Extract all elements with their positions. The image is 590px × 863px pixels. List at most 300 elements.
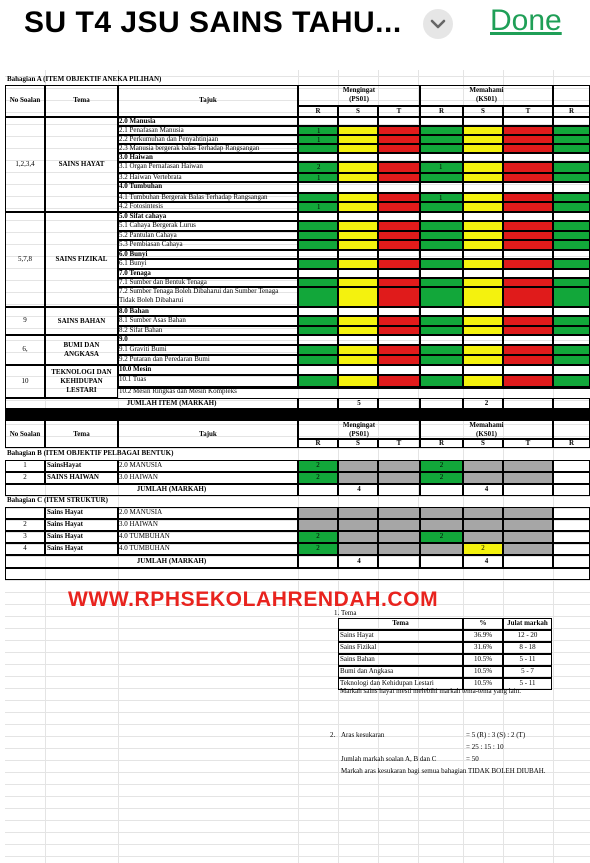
score-cell-r[interactable] [298,144,338,153]
score-cell-r[interactable] [553,287,590,307]
score-cell-t[interactable] [503,126,553,135]
score-cell[interactable] [503,507,553,519]
score-cell[interactable] [503,519,553,531]
score-cell-empty[interactable] [298,153,338,162]
score-cell-empty[interactable] [553,269,590,278]
score-cell-r[interactable] [298,221,338,231]
score-cell[interactable] [503,472,553,484]
score-cell-empty[interactable] [298,182,338,193]
score-cell-t[interactable] [503,202,553,212]
blank-row[interactable] [5,568,590,580]
jumlah-cell[interactable] [553,484,590,496]
score-cell-empty[interactable] [503,335,553,345]
score-cell-t[interactable] [378,287,420,307]
score-cell-t[interactable] [503,345,553,355]
score-cell-r[interactable] [420,259,463,269]
score-cell-empty[interactable] [338,182,378,193]
score-cell-empty[interactable] [420,117,463,126]
score-cell-t[interactable] [503,221,553,231]
score-cell-s[interactable] [338,316,378,326]
score-cell[interactable] [420,543,463,555]
score-cell-s[interactable] [338,326,378,335]
score-cell-empty[interactable] [463,212,503,221]
score-cell[interactable] [420,507,463,519]
score-cell-empty[interactable] [420,307,463,316]
score-cell-empty[interactable] [503,182,553,193]
score-cell[interactable] [463,519,503,531]
score-cell-s[interactable] [338,221,378,231]
score-cell-empty[interactable] [338,307,378,316]
score-cell-r[interactable] [420,345,463,355]
score-cell-s[interactable] [338,240,378,250]
score-cell-s[interactable] [463,345,503,355]
score-cell-r[interactable] [298,326,338,335]
score-cell-s[interactable] [463,316,503,326]
score-cell-t[interactable] [503,326,553,335]
score-cell[interactable] [553,543,590,555]
score-cell-empty[interactable] [378,365,420,375]
score-cell-t[interactable] [378,259,420,269]
score-cell-t[interactable] [378,126,420,135]
score-cell[interactable] [338,507,378,519]
score-cell-s[interactable] [463,126,503,135]
score-cell-r[interactable] [420,173,463,182]
score-cell[interactable] [553,472,590,484]
score-cell-empty[interactable] [553,307,590,316]
score-cell[interactable]: 2 [298,531,338,543]
score-cell[interactable] [338,472,378,484]
score-cell-r[interactable] [420,126,463,135]
score-cell-s[interactable] [338,259,378,269]
col-header-tema-label: Tema [73,96,90,104]
score-cell-empty[interactable] [378,117,420,126]
score-cell-empty[interactable] [553,250,590,259]
score-cell-empty[interactable] [298,212,338,221]
score-cell-r[interactable] [420,221,463,231]
score-cell[interactable]: 2 [298,472,338,484]
score-cell[interactable]: 2 [420,472,463,484]
score-cell-empty[interactable] [503,307,553,316]
col-header-tajuk-label: Tajuk [199,430,217,438]
score-cell-r[interactable]: 1 [298,126,338,135]
score-cell-s[interactable] [338,345,378,355]
topic-heading: 5.0 Sifat cahaya [119,212,167,220]
score-cell-empty[interactable] [420,182,463,193]
score-cell-s[interactable] [338,162,378,173]
score-cell-r[interactable] [553,316,590,326]
score-cell-empty[interactable] [338,269,378,278]
tema-value: BUMI DAN [63,341,100,349]
score-cell-empty[interactable] [378,153,420,162]
score-cell-t[interactable] [378,193,420,202]
score-cell-r[interactable] [553,135,590,144]
score-cell[interactable] [338,460,378,472]
score-cell-t[interactable] [503,375,553,387]
score-cell-empty[interactable] [298,335,338,345]
watermark: WWW.RPHSEKOLAHRENDAH.COM [68,588,439,611]
score-cell-t[interactable] [378,345,420,355]
score-cell-empty[interactable] [503,153,553,162]
score-cell-r[interactable] [420,231,463,240]
score-cell-empty[interactable] [420,250,463,259]
score-cell-t[interactable] [503,259,553,269]
score-cell-s[interactable] [463,387,503,389]
score-cell-r[interactable] [553,193,590,202]
no-soalan-cell[interactable] [5,507,45,519]
score-cell-r[interactable]: 1 [298,173,338,182]
score-cell-r[interactable] [420,387,463,389]
score-cell-empty[interactable] [420,153,463,162]
jumlah-cell[interactable] [553,555,590,568]
score-cell-empty[interactable] [503,269,553,278]
score-cell-t[interactable] [378,387,420,389]
sub-header-t: T [396,439,402,447]
score-cell-t[interactable] [378,162,420,173]
score-cell-r[interactable] [420,135,463,144]
score-cell-r[interactable] [420,240,463,250]
score-cell-t[interactable] [503,193,553,202]
score-cell-s[interactable] [338,355,378,365]
done-button[interactable]: Done [490,4,562,37]
score-cell-r[interactable] [553,144,590,153]
score-cell-empty[interactable] [378,182,420,193]
score-cell-r[interactable] [553,221,590,231]
score-cell-r[interactable] [298,193,338,202]
top-bar [0,0,590,64]
score-cell-t[interactable] [378,144,420,153]
sub-header-t: T [525,439,531,447]
score-cell-t[interactable] [378,202,420,212]
col-header-extra[interactable] [553,85,590,106]
score-cell-t[interactable] [378,316,420,326]
score-cell-t[interactable] [503,278,553,287]
score-cell-s[interactable] [338,231,378,240]
score-cell-t[interactable] [378,231,420,240]
score-cell-empty[interactable] [503,212,553,221]
spreadsheet-grid[interactable] [5,64,590,863]
score-cell[interactable]: 2 [298,543,338,555]
score-cell-empty[interactable] [338,335,378,345]
score-cell-r[interactable] [420,375,463,387]
tema-table-tema: Teknologi dan Kehidupan Lestari [340,679,434,687]
score-cell[interactable] [463,460,503,472]
score-cell[interactable] [378,519,420,531]
topic-heading: 6.0 Bunyi [119,250,148,258]
score-cell[interactable] [553,531,590,543]
score-cell-empty[interactable] [553,117,590,126]
score-cell-empty[interactable] [420,365,463,375]
score-cell-r[interactable] [420,326,463,335]
score-cell-s[interactable] [463,355,503,365]
score-cell-empty[interactable] [338,365,378,375]
score-cell[interactable] [503,531,553,543]
score-cell-r[interactable]: 1 [298,135,338,144]
score-cell-empty[interactable] [463,250,503,259]
score-cell-empty[interactable] [463,269,503,278]
score-cell-empty[interactable] [553,335,590,345]
tema-table-tema: Bumi dan Angkasa [340,667,394,675]
jumlah-mengingat: 4 [357,485,361,493]
score-cell-s[interactable] [338,126,378,135]
score-cell-empty[interactable] [553,365,590,375]
score-cell-r[interactable] [298,240,338,250]
score-cell-r[interactable] [298,375,338,387]
score-cell-empty[interactable] [463,117,503,126]
score-cell[interactable] [553,507,590,519]
aras-value: = 25 : 15 : 10 [466,743,504,751]
subtopic-label: 8.1 Sumber Asas Bahan [119,316,186,324]
tema-table-pct: 31.6% [473,643,493,651]
score-cell-s[interactable] [463,326,503,335]
score-cell-r[interactable] [553,326,590,335]
score-cell-t[interactable] [503,387,553,389]
score-cell[interactable] [463,531,503,543]
subtopic-label: 4.1 Tumbuhan Bergerak Balas Terhadap Rangsangan [119,193,268,201]
score-cell-empty[interactable] [420,269,463,278]
score-cell-s[interactable] [338,144,378,153]
score-cell-s[interactable] [463,162,503,173]
topic-heading: 3.0 Haiwan [119,153,153,161]
score-cell-empty[interactable] [378,250,420,259]
score-cell-s[interactable] [338,287,378,307]
score-cell-r[interactable] [553,259,590,269]
score-cell-empty[interactable] [463,307,503,316]
no-soalan-value: 3 [23,532,27,540]
subtopic-label: 10.1 Tuas [119,375,147,383]
score-cell-t[interactable] [378,240,420,250]
score-cell-r[interactable] [553,202,590,212]
tema-table-pct: 10.5% [473,667,493,675]
score-cell-s[interactable] [463,135,503,144]
score-cell-empty[interactable] [338,153,378,162]
score-cell[interactable] [463,472,503,484]
score-cell-r[interactable] [298,316,338,326]
score-cell-s[interactable] [463,259,503,269]
score-cell-r[interactable] [420,287,463,307]
score-cell-t[interactable] [378,326,420,335]
score-cell[interactable] [338,543,378,555]
col-header-no-label: No Soalan [9,96,41,104]
subtopic-label: 8.2 Sifat Bahan [119,326,163,334]
score-cell-s[interactable] [463,278,503,287]
score-cell[interactable] [378,472,420,484]
tema-table-pct: 36.9% [473,631,493,639]
score-cell-s[interactable] [338,375,378,387]
jumlah-note-label: Jumlah markah soalan A, B dan C [341,755,437,763]
score-cell-r[interactable] [298,259,338,269]
jumlah-label: JUMLAH ITEM (MARKAH) [126,399,217,407]
score-cell-empty[interactable] [378,269,420,278]
score-cell-t[interactable] [503,316,553,326]
score-cell-empty[interactable] [553,182,590,193]
score-cell-empty[interactable] [503,365,553,375]
score-cell-empty[interactable] [338,250,378,259]
sub-header-r: R [568,107,575,115]
score-cell-t[interactable] [503,135,553,144]
score-cell-r[interactable] [298,387,338,389]
col-header-tajuk-label: Tajuk [199,96,217,104]
score-cell-r[interactable] [553,345,590,355]
score-cell-s[interactable] [338,173,378,182]
score-cell[interactable] [298,519,338,531]
topic-heading: 2.0 Manusia [119,117,156,125]
sub-header-r: R [438,107,445,115]
score-cell[interactable] [553,519,590,531]
score-cell-s[interactable] [338,202,378,212]
tajuk-value: 4.0 TUMBUHAN [119,544,170,552]
score-cell-s[interactable] [463,375,503,387]
score-cell-empty[interactable] [463,365,503,375]
col-header-extra[interactable] [553,420,590,439]
score-cell-t[interactable] [378,278,420,287]
score-cell-empty[interactable] [338,212,378,221]
score-cell[interactable]: 2 [298,460,338,472]
score-cell-empty[interactable] [463,335,503,345]
score-cell-empty[interactable] [503,117,553,126]
score-cell-empty[interactable] [298,269,338,278]
score-cell[interactable] [338,531,378,543]
tajuk-value: 2.0 MANUSIA [119,508,163,516]
score-cell-r[interactable]: 1 [420,193,463,202]
score-cell-r[interactable] [553,278,590,287]
chevron-down-icon [423,9,453,39]
score-cell-t[interactable] [378,355,420,365]
score-cell-empty[interactable] [378,307,420,316]
score-cell-r[interactable] [553,126,590,135]
score-cell-r[interactable] [420,144,463,153]
topic-heading: 9.0 [119,335,128,343]
score-cell-t[interactable] [378,221,420,231]
score-cell-t[interactable] [378,375,420,387]
score-cell-r[interactable] [298,231,338,240]
score-cell-empty[interactable] [338,117,378,126]
tajuk-cell[interactable] [118,335,298,345]
score-cell[interactable]: 2 [463,543,503,555]
score-cell-t[interactable] [378,135,420,144]
jumlah-cell[interactable] [553,398,590,409]
jumlah-note-value: = 50 [466,755,479,763]
score-cell-empty[interactable] [503,250,553,259]
score-cell-r[interactable] [420,202,463,212]
score-cell-s[interactable] [463,240,503,250]
score-cell-r[interactable] [553,162,590,173]
score-cell-s[interactable] [338,278,378,287]
score-cell-t[interactable] [503,287,553,307]
score-cell-s[interactable] [338,193,378,202]
score-cell-s[interactable] [338,135,378,144]
score-cell-s[interactable] [463,221,503,231]
subtopic-label: 3.2 Haiwan Vertebrata [119,173,182,181]
score-cell-empty[interactable] [298,307,338,316]
score-cell-t[interactable] [503,144,553,153]
score-cell-r[interactable] [420,278,463,287]
score-cell-r[interactable] [298,287,338,307]
score-cell-r[interactable] [420,355,463,365]
score-cell-s[interactable] [338,387,378,389]
score-cell-empty[interactable] [463,182,503,193]
score-cell-t[interactable] [503,240,553,250]
score-cell-empty[interactable] [378,335,420,345]
score-cell[interactable] [553,460,590,472]
score-cell-r[interactable]: 1 [420,162,463,173]
score-cell-r[interactable] [553,387,590,389]
score-cell-s[interactable] [463,202,503,212]
score-cell-t[interactable] [503,231,553,240]
tema-table-h2: % [479,619,487,627]
score-cell[interactable] [378,460,420,472]
jumlah-label: JUMLAH (MARKAH) [136,485,207,493]
score-cell-s[interactable] [463,231,503,240]
mengingat-code: (PS01) [349,430,369,438]
score-cell[interactable] [298,507,338,519]
score-cell[interactable] [463,507,503,519]
score-cell-empty[interactable] [298,250,338,259]
tajuk-value: 2.0 MANUSIA [119,461,163,469]
mengingat-label: Mengingat [342,86,376,94]
score-cell-s[interactable] [463,287,503,307]
score-cell-r[interactable] [553,240,590,250]
score-cell[interactable] [378,543,420,555]
score-cell-t[interactable] [378,173,420,182]
tema-value: Sains Hayat [47,520,83,528]
score-cell[interactable]: 2 [420,531,463,543]
tema-table-julat: 12 - 20 [517,631,538,639]
score-cell[interactable] [420,519,463,531]
score-cell-empty[interactable] [420,212,463,221]
tema-table-julat: 5 - 11 [519,655,536,663]
score-cell-empty[interactable] [463,153,503,162]
score-cell-r[interactable]: 1 [298,202,338,212]
score-cell-r[interactable] [420,316,463,326]
no-soalan-value: 2 [23,473,27,481]
score-cell-s[interactable] [463,144,503,153]
score-cell-empty[interactable] [420,335,463,345]
score-cell-t[interactable] [503,355,553,365]
score-cell-t[interactable] [503,173,553,182]
score-cell[interactable]: 2 [420,460,463,472]
score-cell[interactable] [378,531,420,543]
tema-value: Sains Hayat [47,532,83,540]
score-cell[interactable] [378,507,420,519]
score-cell-empty[interactable] [298,365,338,375]
score-cell-empty[interactable] [553,153,590,162]
score-cell-r[interactable]: 2 [298,162,338,173]
score-cell[interactable] [338,519,378,531]
score-cell-r[interactable] [298,278,338,287]
score-cell-s[interactable] [463,193,503,202]
title-menu-button[interactable] [423,9,453,39]
score-cell[interactable] [503,460,553,472]
score-cell-empty[interactable] [553,212,590,221]
score-cell-r[interactable] [298,345,338,355]
score-cell-empty[interactable] [298,117,338,126]
score-cell-r[interactable] [553,375,590,387]
tema-table-tema: Sains Hayat [340,631,374,639]
sub-header-r: R [568,439,575,447]
score-cell-t[interactable] [503,162,553,173]
score-cell-r[interactable] [553,355,590,365]
col-header-no-label: No Soalan [9,430,41,438]
score-cell[interactable] [503,543,553,555]
score-cell-r[interactable] [553,173,590,182]
memahami-code: (KS01) [476,430,497,438]
score-cell-r[interactable] [553,231,590,240]
score-cell-r[interactable] [298,355,338,365]
score-cell-empty[interactable] [378,212,420,221]
note-text: Markah aras kesukaran bagi semua bahagian TIDAK BOLEH DIUBAH. [341,767,546,775]
score-cell-s[interactable] [463,173,503,182]
subtopic-label: 2.1 Penafasan Manusia [119,126,184,134]
